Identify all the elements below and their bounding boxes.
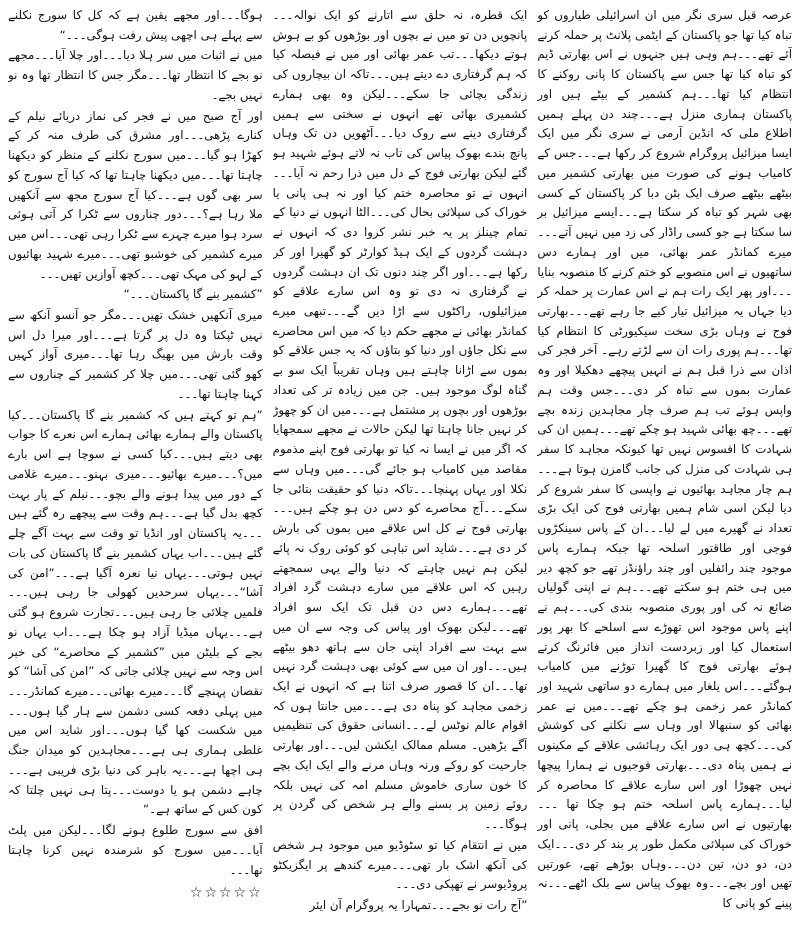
column-right [537, 6, 792, 921]
column-left [8, 6, 263, 921]
column-middle [273, 6, 528, 921]
paragraph: افق سے سورج طلوع ہونے لگا۔۔۔لیکن میں پلٹ آیا۔۔۔میں سورج کو شرمندہ نہیں کرنا چاہتا تھا۔۔۔ [7, 823, 263, 877]
paragraph: عرصہ قبل سری نگر میں ان اسرائیلی طیاروں کو تباہ کیا تھا جو پاکستان کے ایٹمی پلانٹ پر حملہ کرنے آئے تھے۔۔۔ہم وہی ہیں جنہوں نے اس بھارتی ڈیم کو تباہ کیا تھا جس سے پاکستان کا پانی روکنے کا انتظام کیا تھا۔۔۔ہم کشمیر کے بیٹے ہیں اور پاکستان ہماری منزل ہے۔۔۔چند دن پہلے ہمیں اطلاع ملی کہ انڈین آرمی نے سری نگر میں ایک ایسا میزائیل پروگرام شروع کر رکھا ہے۔۔۔جس کے کامیاب ہونے کی صورت میں بھارتی کشمیر میں بیٹھے بیٹھے صرف ایک بٹن دبا کر پاکستان کے کسی بھی شہر کو تباہ کر سکتا ہے۔۔۔ایسے میزائیل بر سا سکتا ہے جو کسی راڈار کی زد میں نہیں آتے۔۔۔میرے کمانڈر عمر بھائی، میں اور ہمارے دس ساتھیوں نے اس منصوبے کو ختم کرنے کا منصوبہ بنایا ۔۔۔اور پھر ایک رات ہم نے اس عمارت پر حملہ کر دیا جہاں یہ میزائیل تیار کیے جا رہے تھے۔۔۔بھارتی فوج نے وہاں بڑی سخت سیکیورٹی کا انتظام کیا تھا۔۔۔ہم پوری رات ان سے لڑتے رہے۔ آخر فجر کی اذان سے ذرا قبل ہم نے انہیں پیچھے دھکیلا اور وہ عمارت بموں سے تباہ کر دی۔۔۔جس وقت ہم واپس ہوئے تب ہم صرف چار مجاہدین زندہ بچے تھے۔۔۔چھ بھائی شہید ہو چکے تھے۔۔۔ہمیں ان کی شہادت کا افسوس نہیں تھا کیونکہ مجاہد کا سفر ہی شہادت کی منزل کی جانب گامزن ہوتا ہے۔۔۔ہم چار مجاہد بھائیوں نے واپسی کا سفر شروع کر دیا لیکن اسی شام ہمیں بھارتی فوج کی ایک بڑی تعداد نے گھیرے میں لے لیا۔۔۔ان کے پاس سینکڑوں فوجی اور طاقتور اسلحہ تھا جبکہ ہمارے پاس موجود چند رائفلیں اور چند راؤنڈز تھے جو کچھ دیر میں ہی ختم ہو سکتے تھے۔۔۔ہم نے اپنی گولیاں ضائع نہ کی اور پوری منصوبہ بندی کی۔۔۔ہم نے اپنے پاس موجود اس تھوڑے سے اسلحے کا بھر پور استعمال کیا اور زبردست انداز میں فائرنگ کرتے ہوئے بھارتی فوج کا گھیرا توڑنے میں کامیاب ہوگئے۔۔۔اس یلغار میں ہمارے دو ساتھی شہید اور کمانڈر عمر زخمی ہو چکے تھے۔۔۔میں نے عمر بھائی کو سنبھالا اور وہاں سے نکلنے کی کوشش کی۔۔۔کچھ ہی دور ایک رہائشی علاقے کے مکینوں نے ہمیں پناہ دی۔۔۔بھارتی فوجیوں نے ہمارا پیچھا نہیں چھوڑا اور اس سارے علاقے کا محاصرہ کر لیا۔۔۔ہمارے پاس اسلحہ ختم ہو چکا تھا ۔۔۔بھارتیوں نے اس سارے علاقے میں بجلی، پانی اور خوراک کی سپلائی مکمل طور پر بند کر دی۔۔۔ایک دن، دو دن، تین دن۔۔۔وہاں بوڑھے تھے، عورتیں تھیں اور بچے۔۔۔وہ بھوک پیاس سے بلک اٹھے۔۔۔نہ پینے کو پانی کا [537, 8, 792, 911]
paragraph: ایک قطرہ، نہ حلق سے اتارنے کو ایک نوالہ۔۔۔پانچویں دن تو میں نے بچوں اور بوڑھوں کو بے ہوش ہوتے دیکھا۔۔۔تب عمر بھائی اور میں نے فیصلہ کیا کہ ہم گرفتاری دے دیتے ہیں۔۔۔تاکہ ان بیچاروں کی زندگی بچائی جا سکے۔۔۔لیکن وہ بھی ہمارے کشمیری بھائی تھے انہوں نے سختی سے ہمیں گرفتاری دینے سے روک دیا۔۔۔آٹھویں دن تک وہاں پانچ بندے بھوک پیاس کی تاب نہ لاتے ہوئے شہید ہو گئے لیکن بھارتی فوج کے دل میں ذرا رحم نہ آیا۔۔۔انہوں نے تو محاصرہ ختم کیا اور نہ ہی پانی یا خوراک کی سپلائی بحال کی۔۔۔الٹا انہوں نے دنیا کے تمام چینلز پر یہ خبر نشر کروا دی کہ انہوں نے دہشت گردوں کے ایک ہیڈ کوارٹر کو گھیرا اور کر رکھا ہے۔۔۔اور اگر چند دنوں تک ان دہشت گردوں نے گرفتاری نہ دی تو وہ اس سارے علاقے کو میزائیلوں، راکٹوں سے اڑا دیں گے۔۔۔تبھی میرے کمانڈر بھائی نے مجھے حکم دیا کہ میں اس محاصرے سے نکل جاؤں اور دنیا کو بتاؤں کہ یہ جس علاقے کو بموں سے اڑانا چاہتے ہیں وہاں تقریباً ایک سو بے گناہ لوگ موجود ہیں۔ جن میں زیادہ تر کی تعداد بوڑھوں اور بچوں پر مشتمل ہے۔۔۔میں ان کو چھوڑ کر نہیں جانا چاہتا تھا لیکن حالات نے مجھے سمجھایا کہ اگر میں نے ایسا نہ کیا تو بھارتی فوج اپنے مذموم مقاصد میں کامیاب ہو جائے گی۔۔۔میں وہاں سے نکلا اور یہاں پہنچا۔۔۔تاکہ دنیا کو حقیقت بتائی جا سکے۔۔۔آج محاصرے کو دس دن ہو چکے ہیں۔۔۔بھارتی فوج نے کل اس علاقے میں بموں کی بارش کر دی ہے۔۔۔شاید اس تباہی کو کوئی روک نہ پائے لیکن ہم نہیں چاہتے کہ دنیا والے یہی سمجھتے رہیں کہ اس علاقے میں سارے دہشت گرد افراد تھے۔۔۔ہمارے دس دن قبل تک ایک سو افراد تھے۔۔۔لیکن بھوک اور پیاس کی وجہ سے ان میں سے بہت سے افراد اپنی جان سے ہاتھ دھو بیٹھے ہیں۔۔۔اور ان میں سے کوئی بھی دہشت گرد نہیں تھا۔۔۔ان کا قصور صرف اتنا ہے کہ انہوں نے ایک زخمی مجاہد کو پناہ دی ہے۔۔۔میں جانتا ہوں کہ اقوام عالم نوٹس لے۔۔۔انسانی حقوق کی تنظیمیں آگے بڑھیں۔ مسلم ممالک ایکشن لیں۔۔۔اور بھارتی جارحیت کو روکے ورنہ وہاں مرنے والے ایک ایک بچے کا خون ساری خاموش مسلم امہ کی نہیں بلکہ روئے زمین پر بسنے والے ہر شخص کی گردن پر ہوگا۔۔۔ [272, 8, 528, 832]
paragraph: ”ہم تو کہتے ہیں کہ کشمیر بنے گا پاکستان۔۔۔کیا پاکستان والے ہمارے بھائی ہمارے اس نعرے کا جواب بھی دیتے ہیں۔۔۔کیا کسی نے سوچا ہے اس بارے میں؟۔۔۔میرے بھائیو۔۔۔میری بہنو۔۔۔میرے غلامی کے دور میں پیدا ہونے والے بچو۔۔۔نیلم کے پار بہت کچھ بدل گیا ہے۔۔۔ہم وقت سے پیچھے رہ گئے ہیں ۔۔۔یہ پاکستان اور انڈیا تو وقت سے بہت آگے چلے گئے ہیں۔۔۔اب یہاں کشمیر بنے گا پاکستان کی بات نہیں ہوتی۔۔۔یہاں نیا نعرہ آگیا ہے۔۔۔”امن کی آشا“۔۔۔یہاں سرحدیں کھولی جا رہی ہیں۔۔۔فلمیں چلائی جا رہی ہیں۔۔۔تجارت شروع ہو گئی ہے۔۔۔یہاں میڈیا آزاد ہو چکا ہے۔۔۔اب یہاں نو بجے کے بلیٹن میں ”کشمیر کے محاصرے“ کی خبر اس وجہ سے نہیں چلائی جاتی کہ ”امن کی آشا“ کو نقصان پہنچے گا۔۔۔میرے بھائی۔۔۔میرے کمانڈر۔۔۔میں پہلی دفعہ کسی دشمن سے ہار گیا ہوں۔۔۔میں شکست کھا گیا ہوں۔۔۔اور شاید اس میں غلطی ہماری ہی ہے۔۔۔مجاہدین کو میدان جنگ ہی اچھا ہے۔۔۔یہ باہر کی دنیا بڑی فریبی ہے۔۔۔چاہے دشمن ہو یا دوست۔۔۔پتا ہی نہیں چلتا کہ کون کس کے ساتھ ہے۔“ [7, 407, 263, 817]
paragraph: اور آج صبح میں نے فجر کی نماز دریائے نیلم کے کنارے پڑھی۔۔۔اور مشرق کی طرف منہ کر کے کھڑا ہو گیا۔۔۔میں سورج نکلنے کے منظر کو دیکھنا چاہتا تھا۔۔۔میں دیکھنا چاہتا تھا کہ کیا آج سورج کو سر بھی گوں ہے۔۔۔کیا آج سورج مجھ سے آنکھیں ملا رہا ہے؟۔۔۔دور چناروں سے ٹکرا کر آتی ہوئی سرد ہوا میرے چہرے سے ٹکرا رہی تھی۔۔۔اس میں میرے کشمیر کی خوشبو تھی۔۔۔میرے شہید بھائیوں کے لہو کی مہک تھی۔۔۔کچھ آوازیں تھیں۔۔۔ [7, 108, 263, 281]
paragraph: میں نے اثبات میں سر ہلا دیا۔۔۔اور چلا آیا۔۔۔مجھے نو بجے کا انتظار تھا۔۔۔مگر جس کا انتظار تھا وہ نو نہیں بجے۔ [7, 48, 263, 102]
quote-line: ”کشمیر بنے گا پاکستان۔۔۔“ [123, 287, 263, 302]
paragraph: ہوگا۔۔۔اور مجھے یقین ہے کہ کل کا سورج نکلنے سے پہلے ہی اچھی پیش رفت ہوگی۔۔۔“ [7, 8, 263, 42]
paragraph: میری آنکھیں خشک تھیں۔۔۔مگر جو آنسو آنکھ سے نہیں ٹپکتا وہ دل پر گرتا ہے۔۔۔اور میرا دل اس وقت بارش میں بھیگ رہا تھا۔۔۔میری آواز کہیں کھو گئی تھی۔۔۔میں چلا کر کشمیر کے چناروں سے کہنا چاہتا تھا۔۔۔ [7, 308, 263, 401]
end-stars: ☆☆☆☆☆ [189, 885, 263, 902]
paragraph: میں نے انتقام کیا تو سٹوڈیو میں موجود ہر شخص کی آنکھ اشک بار تھی۔۔۔میرے کندھے پر ایگزیکٹو پروڈیوسر نے تھپکی دی۔۔۔ [272, 837, 528, 892]
paragraph: ”آج رات نو بجے۔۔۔تمہارا یہ پروگرام آن ایئر [309, 898, 528, 913]
